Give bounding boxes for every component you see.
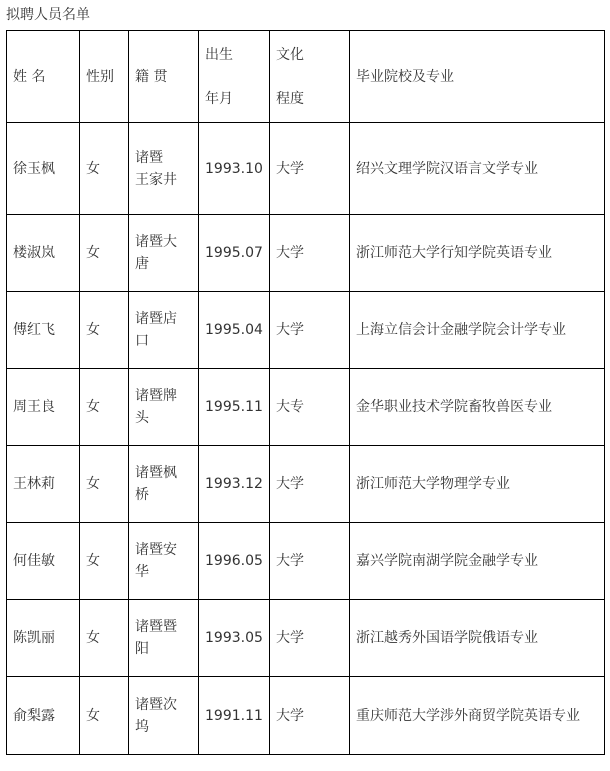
header-name: 姓 名	[7, 31, 80, 123]
cell-gender: 女	[80, 292, 129, 369]
table-row	[7, 600, 605, 677]
cell-name: 楼淑岚	[7, 215, 80, 292]
cell-education: 大学	[270, 446, 350, 523]
cell-origin-line: 诸暨安	[135, 542, 177, 558]
header-education	[270, 31, 350, 123]
cell-school: 金华职业技术学院畜牧兽医专业	[350, 369, 605, 446]
cell-gender: 女	[80, 123, 129, 215]
cell-name: 何佳敏	[7, 523, 80, 600]
cell-origin-line: 口	[135, 333, 149, 349]
table-row	[7, 677, 605, 755]
cell-birth: 1995.04	[199, 292, 270, 369]
cell-origin-line: 王家井	[135, 171, 177, 188]
cell-education: 大学	[270, 677, 350, 755]
cell-education: 大学	[270, 523, 350, 600]
header-birth	[199, 31, 270, 123]
table-row	[7, 292, 605, 369]
cell-education: 大专	[270, 369, 350, 446]
cell-origin	[129, 292, 199, 369]
header-school: 毕业院校及专业	[350, 31, 605, 123]
cell-origin-line: 诸暨暨	[135, 619, 177, 635]
cell-origin-line: 桥	[135, 487, 149, 503]
cell-origin-line: 唐	[135, 256, 149, 272]
cell-origin-line: 头	[135, 410, 149, 426]
cell-school: 绍兴文理学院汉语言文学专业	[350, 123, 605, 215]
header-origin: 籍 贯	[129, 31, 199, 123]
cell-origin	[129, 446, 199, 523]
header-birth-line-2: 年月	[205, 90, 233, 107]
cell-birth: 1993.10	[199, 123, 270, 215]
cell-origin	[129, 215, 199, 292]
cell-origin-line: 坞	[135, 718, 149, 735]
cell-name: 王林莉	[7, 446, 80, 523]
table-row	[7, 369, 605, 446]
cell-origin	[129, 600, 199, 677]
cell-name: 徐玉枫	[7, 123, 80, 215]
cell-origin-line: 诸暨店	[135, 311, 177, 327]
cell-name: 俞梨露	[7, 677, 80, 755]
cell-origin	[129, 369, 199, 446]
candidate-table	[6, 30, 605, 755]
cell-school: 嘉兴学院南湖学院金融学专业	[350, 523, 605, 600]
cell-birth: 1996.05	[199, 523, 270, 600]
cell-origin-line: 诸暨牌	[135, 388, 177, 404]
cell-origin-line: 阳	[135, 641, 149, 657]
header-gender: 性别	[80, 31, 129, 123]
cell-name: 陈凯丽	[7, 600, 80, 677]
cell-origin-line: 诸暨	[135, 149, 163, 166]
cell-education: 大学	[270, 215, 350, 292]
header-education-line-1: 文化	[276, 46, 304, 63]
table-row	[7, 215, 605, 292]
table-header-row	[7, 31, 605, 123]
table-row	[7, 523, 605, 600]
table-row	[7, 446, 605, 523]
cell-education: 大学	[270, 292, 350, 369]
cell-education: 大学	[270, 123, 350, 215]
cell-gender: 女	[80, 446, 129, 523]
header-birth-line-1: 出生	[205, 46, 233, 63]
cell-birth: 1993.12	[199, 446, 270, 523]
cell-origin-line: 华	[135, 564, 149, 580]
cell-education: 大学	[270, 600, 350, 677]
cell-origin-line: 诸暨枫	[135, 465, 177, 481]
header-education-line-2: 程度	[276, 90, 304, 107]
cell-school: 上海立信会计金融学院会计学专业	[350, 292, 605, 369]
cell-birth: 1991.11	[199, 677, 270, 755]
page-title: 拟聘人员名单	[6, 7, 90, 23]
cell-origin	[129, 677, 199, 755]
cell-school: 浙江师范大学物理学专业	[350, 446, 605, 523]
cell-origin-line: 诸暨次	[135, 696, 177, 713]
cell-gender: 女	[80, 677, 129, 755]
cell-birth: 1995.11	[199, 369, 270, 446]
cell-gender: 女	[80, 369, 129, 446]
cell-origin	[129, 123, 199, 215]
cell-name: 傅红飞	[7, 292, 80, 369]
cell-school: 浙江越秀外国语学院俄语专业	[350, 600, 605, 677]
cell-origin	[129, 523, 199, 600]
cell-gender: 女	[80, 215, 129, 292]
table-row	[7, 123, 605, 215]
cell-school: 重庆师范大学涉外商贸学院英语专业	[350, 677, 605, 755]
cell-school: 浙江师范大学行知学院英语专业	[350, 215, 605, 292]
cell-birth: 1993.05	[199, 600, 270, 677]
cell-gender: 女	[80, 600, 129, 677]
cell-name: 周王良	[7, 369, 80, 446]
cell-birth: 1995.07	[199, 215, 270, 292]
cell-origin-line: 诸暨大	[135, 234, 177, 250]
cell-gender: 女	[80, 523, 129, 600]
